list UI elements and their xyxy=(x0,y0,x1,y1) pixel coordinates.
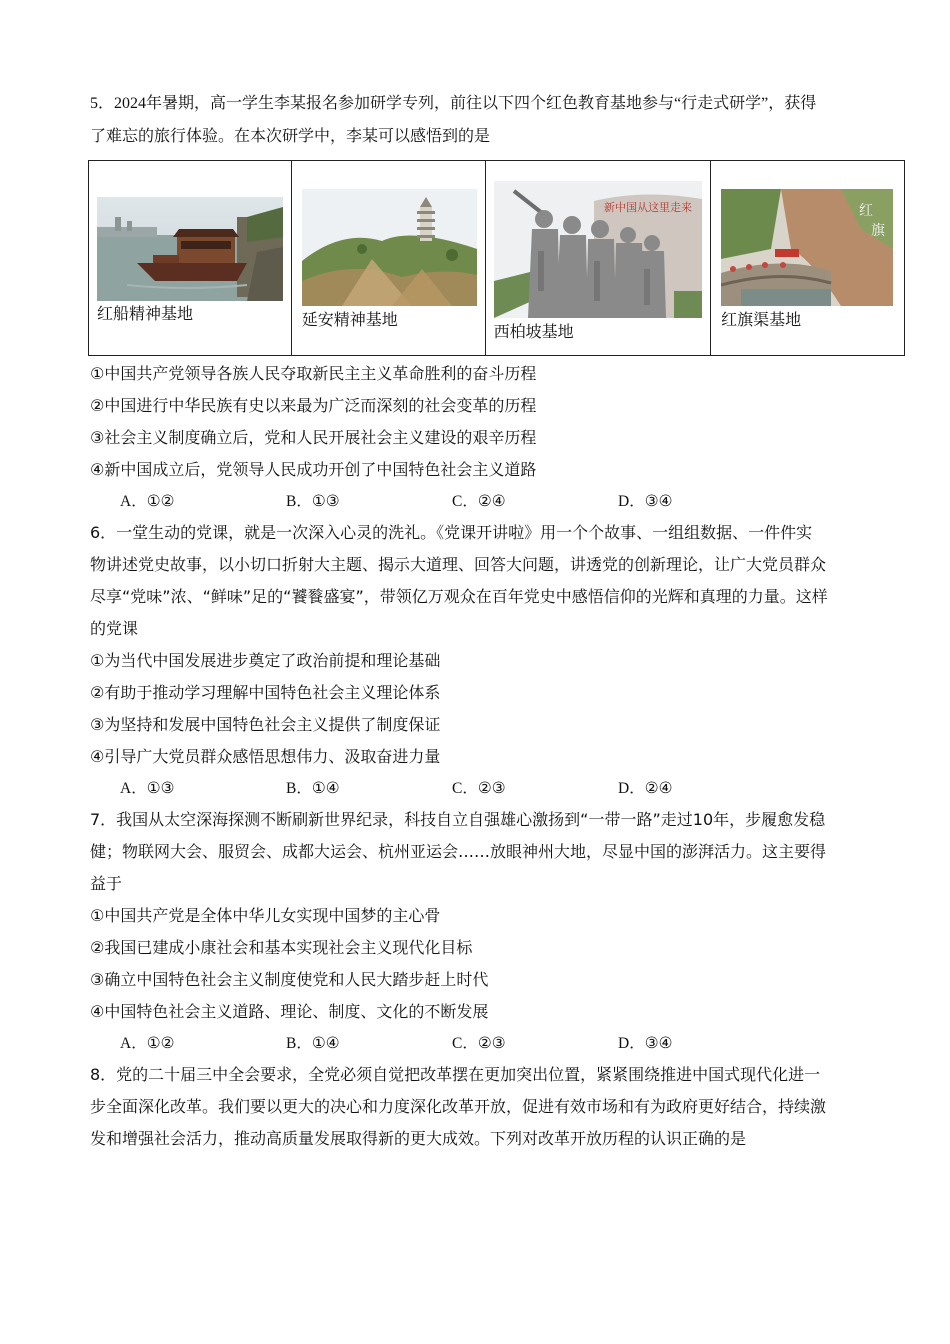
base-cell-xibaipo xyxy=(485,161,711,356)
statement: ④中国特色社会主义道路、理论、制度、文化的不断发展 xyxy=(90,1002,489,1021)
question-7-stem-line: 健；物联网大会、服贸会、成都大运会、杭州亚运会……放眼神州大地，尽显中国的澎湃活力。这主要得 xyxy=(90,842,827,861)
answer-options xyxy=(90,1028,870,1059)
svg-text:新中国从这里走来: 新中国从这里走来 xyxy=(603,201,692,214)
option-c[interactable]: C．②③ xyxy=(452,1034,506,1052)
option-c[interactable]: C．②④ xyxy=(452,492,506,510)
yanan-pagoda-photo xyxy=(302,189,477,306)
base-cell-hongqi xyxy=(711,161,905,356)
statement: ①中国共产党是全体中华儿女实现中国梦的主心骨 xyxy=(90,906,441,925)
base-caption: 红旗渠基地 xyxy=(721,310,802,329)
xibaipo-statue-photo xyxy=(494,181,702,318)
statement: ③确立中国特色社会主义制度使党和人民大踏步赶上时代 xyxy=(90,970,489,989)
question-5 xyxy=(90,88,886,517)
statement: ①中国共产党领导各族人民夺取新民主主义革命胜利的奋斗历程 xyxy=(90,364,537,383)
question-8-stem-line: 发和增强社会活力，推动高质量发展取得新的更大成效。下列对改革开放历程的认识正确的是 xyxy=(90,1129,747,1148)
option-b[interactable]: B．①④ xyxy=(286,779,340,797)
exam-page xyxy=(90,88,886,1155)
question-6-stem-line: 物讲述党史故事，以小切口折射大主题、揭示大道理、回答大问题，讲透党的创新理论，让广大党员群众 xyxy=(90,555,827,574)
question-7-stem-line: 7．我国从太空深海探测不断刷新世界纪录，科技自立自强雄心激扬到“一带一路”走过10年，步履愈发稳 xyxy=(90,810,826,829)
base-caption: 红船精神基地 xyxy=(97,304,194,323)
question-8-stem-line: 8．党的二十届三中全会要求，全党必须自觉把改革摆在更加突出位置，紧紧围绕推进中国式现代化进一 xyxy=(90,1065,821,1084)
option-d[interactable]: D．③④ xyxy=(618,492,673,510)
answer-options xyxy=(90,773,870,804)
svg-text:红: 红 xyxy=(859,203,874,219)
question-8-stem-line: 步全面深化改革。我们要以更大的决心和力度深化改革开放，促进有效市场和有为政府更好结合，持续激 xyxy=(90,1097,827,1116)
option-a[interactable]: A．①② xyxy=(120,492,175,510)
base-cell-red-boat xyxy=(89,161,292,356)
svg-text:旗: 旗 xyxy=(871,223,886,239)
option-b[interactable]: B．①③ xyxy=(286,492,340,510)
base-caption: 延安精神基地 xyxy=(301,310,398,329)
option-a[interactable]: A．①② xyxy=(120,1034,175,1052)
question-6-stem-line: 6．一堂生动的党课，就是一次深入心灵的洗礼。《党课开讲啦》用一个个故事、一组组数据、一件件实 xyxy=(90,523,813,542)
statement: ①为当代中国发展进步奠定了政治前提和理论基础 xyxy=(90,651,441,670)
statement: ②我国已建成小康社会和基本实现社会主义现代化目标 xyxy=(90,938,473,957)
option-b[interactable]: B．①④ xyxy=(286,1034,340,1052)
option-a[interactable]: A．①③ xyxy=(120,779,175,797)
hongqi-canal-photo xyxy=(721,189,893,306)
option-d[interactable]: D．②④ xyxy=(618,779,673,797)
statement: ③为坚持和发展中国特色社会主义提供了制度保证 xyxy=(90,715,441,734)
question-6-stem-line: 尽享“党味”浓、“鲜味”足的“饕餮盛宴”，带领亿万观众在百年党史中感悟信仰的光辉和真理的力量。这样 xyxy=(90,587,828,606)
question-6 xyxy=(90,517,870,804)
base-caption: 西柏坡基地 xyxy=(493,322,574,341)
statement: ③社会主义制度确立后，党和人民开展社会主义建设的艰辛历程 xyxy=(90,428,537,447)
question-5-stem-line: 5．2024年暑期，高一学生李某报名参加研学专列，前往以下四个红色教育基地参与“行走式研学”，获得 xyxy=(90,95,817,112)
statement: ④新中国成立后，党领导人民成功开创了中国特色社会主义道路 xyxy=(90,460,537,479)
question-8 xyxy=(90,1059,870,1155)
question-7 xyxy=(90,804,870,1059)
question-5-stem-line: 了难忘的旅行体验。在本次研学中，李某可以感悟到的是 xyxy=(90,126,491,145)
statement: ②中国进行中华民族有史以来最为广泛而深刻的社会变革的历程 xyxy=(90,396,537,415)
question-6-stem-line: 的党课 xyxy=(90,619,139,638)
statement: ④引导广大党员群众感悟思想伟力、汲取奋进力量 xyxy=(90,747,441,766)
question-7-stem-line: 益于 xyxy=(90,874,123,893)
statement: ②有助于推动学习理解中国特色社会主义理论体系 xyxy=(90,683,441,702)
red-boat-photo xyxy=(97,197,283,301)
base-cell-yanan xyxy=(291,161,485,356)
answer-options xyxy=(90,486,870,517)
red-bases-table xyxy=(88,160,905,356)
option-c[interactable]: C．②③ xyxy=(452,779,506,797)
option-d[interactable]: D．③④ xyxy=(618,1034,673,1052)
